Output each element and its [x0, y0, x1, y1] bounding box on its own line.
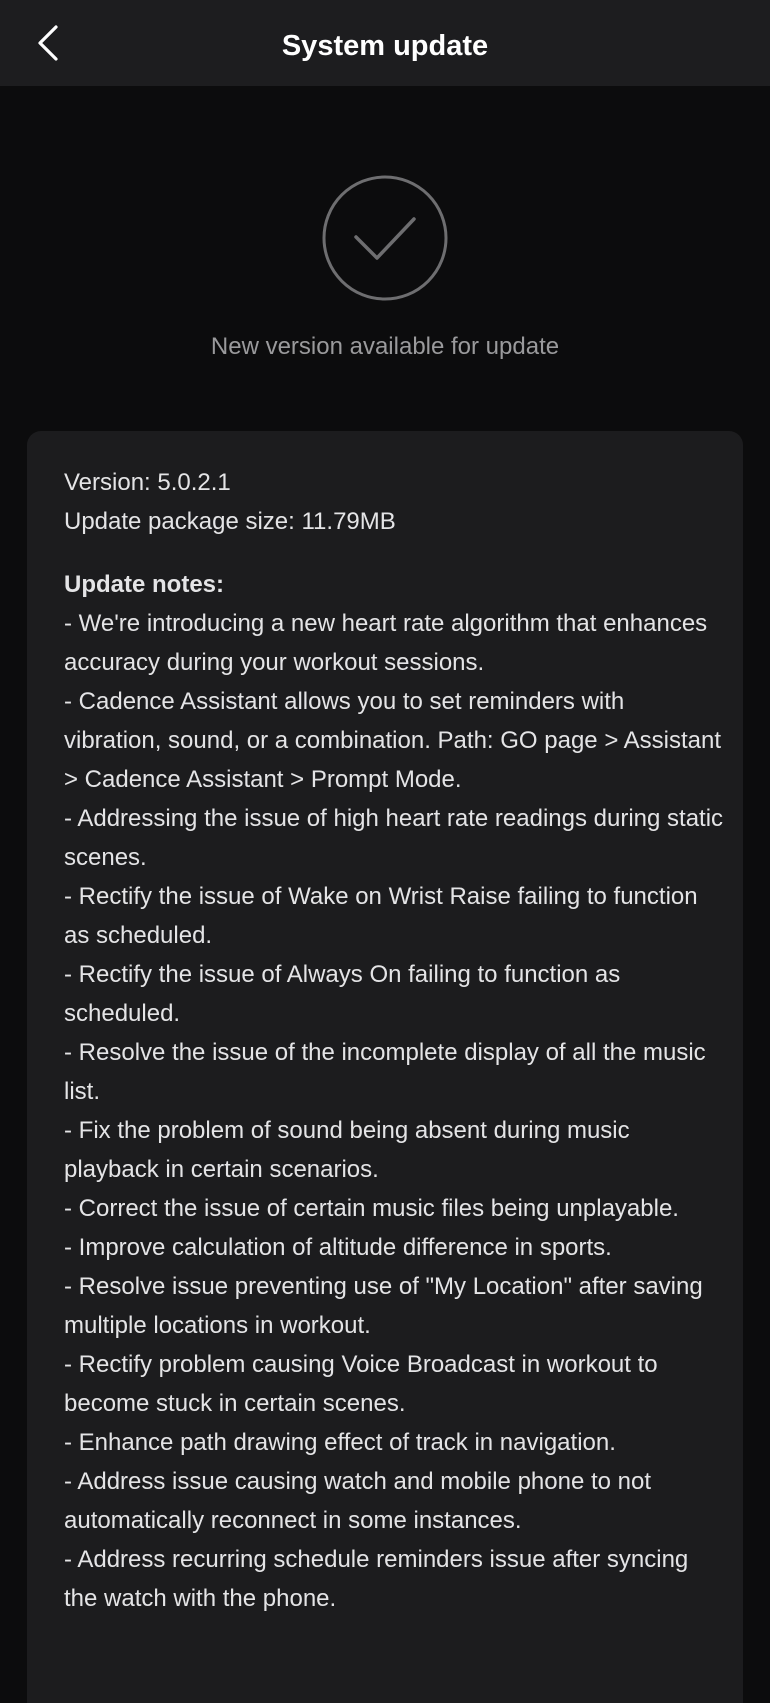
update-note-item: - Rectify problem causing Voice Broadcast in workout to become stuck in certain scenes. [64, 1351, 658, 1417]
update-note-item: - Correct the issue of certain music files being unplayable. [64, 1195, 679, 1222]
update-note-item: - Fix the problem of sound being absent during music playback in certain scenarios. [64, 1117, 630, 1183]
version-text: Version: 5.0.2.1 [64, 469, 231, 496]
update-details-content [64, 463, 724, 1618]
page-title: System update [281, 30, 489, 62]
update-note-item: - Cadence Assistant allows you to set reminders with vibration, sound, or a combination. Path: GO page > Assistant > Cadence Assistant > Prompt Mode. [64, 688, 722, 793]
update-note-item: - Improve calculation of altitude difference in sports. [64, 1234, 612, 1261]
update-status-message: New version available for update [210, 333, 560, 360]
update-notes-title: Update notes: [64, 571, 225, 598]
update-note-item: - We're introducing a new heart rate algorithm that enhances accuracy during your workout sessions. [64, 610, 708, 676]
update-note-item: - Addressing the issue of high heart rate readings during static scenes. [64, 805, 724, 871]
update-note-item: - Address issue causing watch and mobile phone to not automatically reconnect in some instances. [64, 1468, 652, 1534]
update-note-item: - Resolve the issue of the incomplete display of all the music list. [64, 1039, 706, 1105]
package-size-text: Update package size: 11.79MB [64, 508, 396, 535]
update-note-item: - Enhance path drawing effect of track in navigation. [64, 1429, 616, 1456]
update-note-item: - Resolve issue preventing use of "My Location" after saving multiple locations in workout. [64, 1273, 703, 1339]
update-note-item: - Rectify the issue of Always On failing to function as scheduled. [64, 961, 621, 1027]
update-note-item: - Rectify the issue of Wake on Wrist Raise failing to function as scheduled. [64, 883, 698, 949]
check-circle-icon [321, 174, 449, 302]
update-note-item: - Address recurring schedule reminders issue after syncing the watch with the phone. [64, 1546, 689, 1612]
update-details-card [27, 431, 743, 1703]
navigation-header [0, 0, 770, 86]
